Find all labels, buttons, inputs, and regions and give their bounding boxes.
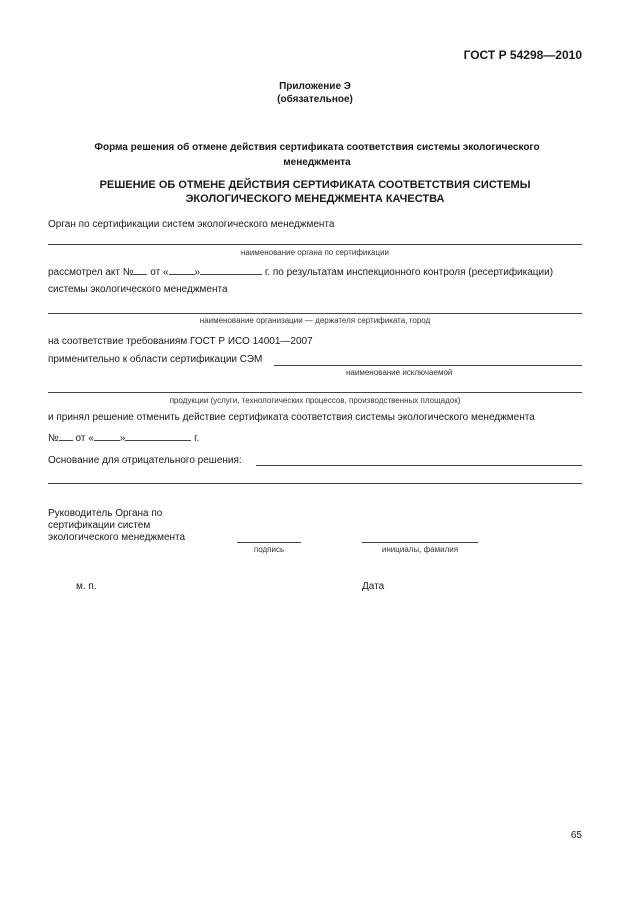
decision-title-line1: РЕШЕНИЕ ОБ ОТМЕНЕ ДЕЙСТВИЯ СЕРТИФИКАТА СООТВЕТСТВИЯ СИСТЕМЫ — [99, 179, 531, 191]
basis-line-1 — [256, 465, 582, 466]
number-year: г. — [194, 433, 200, 444]
appendix-title: Приложение Э — [279, 81, 351, 92]
scope-line — [274, 365, 582, 366]
cert-day-blank — [94, 431, 120, 441]
organ-caption: наименование органа по сертификации — [240, 248, 390, 257]
head-line3: экологического менеджмента — [48, 532, 186, 543]
organ-label: Орган по сертификации систем экологического менеджмента — [48, 219, 335, 230]
name-line — [362, 542, 478, 543]
reviewed-from: от « — [150, 267, 169, 278]
signature-line — [237, 542, 301, 543]
head-line2: сертификации систем — [48, 520, 151, 531]
number-prefix: № — [48, 433, 59, 444]
reviewed-quote: » — [194, 267, 201, 278]
page-number: 65 — [570, 830, 582, 841]
act-month-blank — [200, 265, 262, 275]
reviewed-prefix: рассмотрел акт № — [48, 267, 134, 278]
basis-label: Основание для отрицательного решения: — [48, 455, 242, 466]
products-caption: продукции (услуги, технологических процессов, производственных площадок) — [169, 396, 461, 405]
decision-title-line2: ЭКОЛОГИЧЕСКОГО МЕНЕДЖМЕНТА КАЧЕСТВА — [185, 193, 445, 205]
holder-line — [48, 313, 582, 314]
decision-text: и принял решение отменить действие сертификата соответствия системы экологического менеджмента — [48, 412, 535, 423]
number-row — [48, 431, 199, 444]
stamp-label: м. п. — [76, 581, 97, 592]
system-label: системы экологического менеджмента — [48, 284, 228, 295]
standard-header: ГОСТ Р 54298—2010 — [463, 48, 582, 62]
compliance-text: на соответствие требованиям ГОСТ Р ИСО 14001—2007 — [48, 336, 313, 347]
reviewed-row — [48, 265, 553, 278]
act-day-blank — [169, 265, 195, 275]
organ-line — [48, 244, 582, 245]
head-line1: Руководитель Органа по — [48, 508, 163, 519]
excluded-caption: наименование исключаемой — [346, 368, 453, 377]
scope-label: применительно к области сертификации СЭМ — [48, 354, 263, 365]
appendix-status: (обязательное) — [277, 94, 353, 105]
cert-month-blank — [125, 431, 191, 441]
form-title: Форма решения об отмене действия сертификата соответствия системы экологического менеджмента — [94, 142, 540, 168]
signature-caption: подпись — [253, 545, 285, 554]
date-label: Дата — [362, 581, 385, 592]
act-number-blank — [133, 265, 147, 275]
basis-line-2 — [48, 483, 582, 484]
reviewed-suffix: г. по результатам инспекционного контроля (ресертификации) — [264, 267, 554, 278]
cert-number-blank — [59, 431, 73, 441]
number-from: от « — [75, 433, 94, 444]
name-caption: инициалы, фамилия — [381, 545, 459, 554]
products-line — [48, 392, 582, 393]
holder-caption: наименование организации — держателя сертификата, город — [199, 316, 431, 325]
number-quote: » — [119, 433, 126, 444]
